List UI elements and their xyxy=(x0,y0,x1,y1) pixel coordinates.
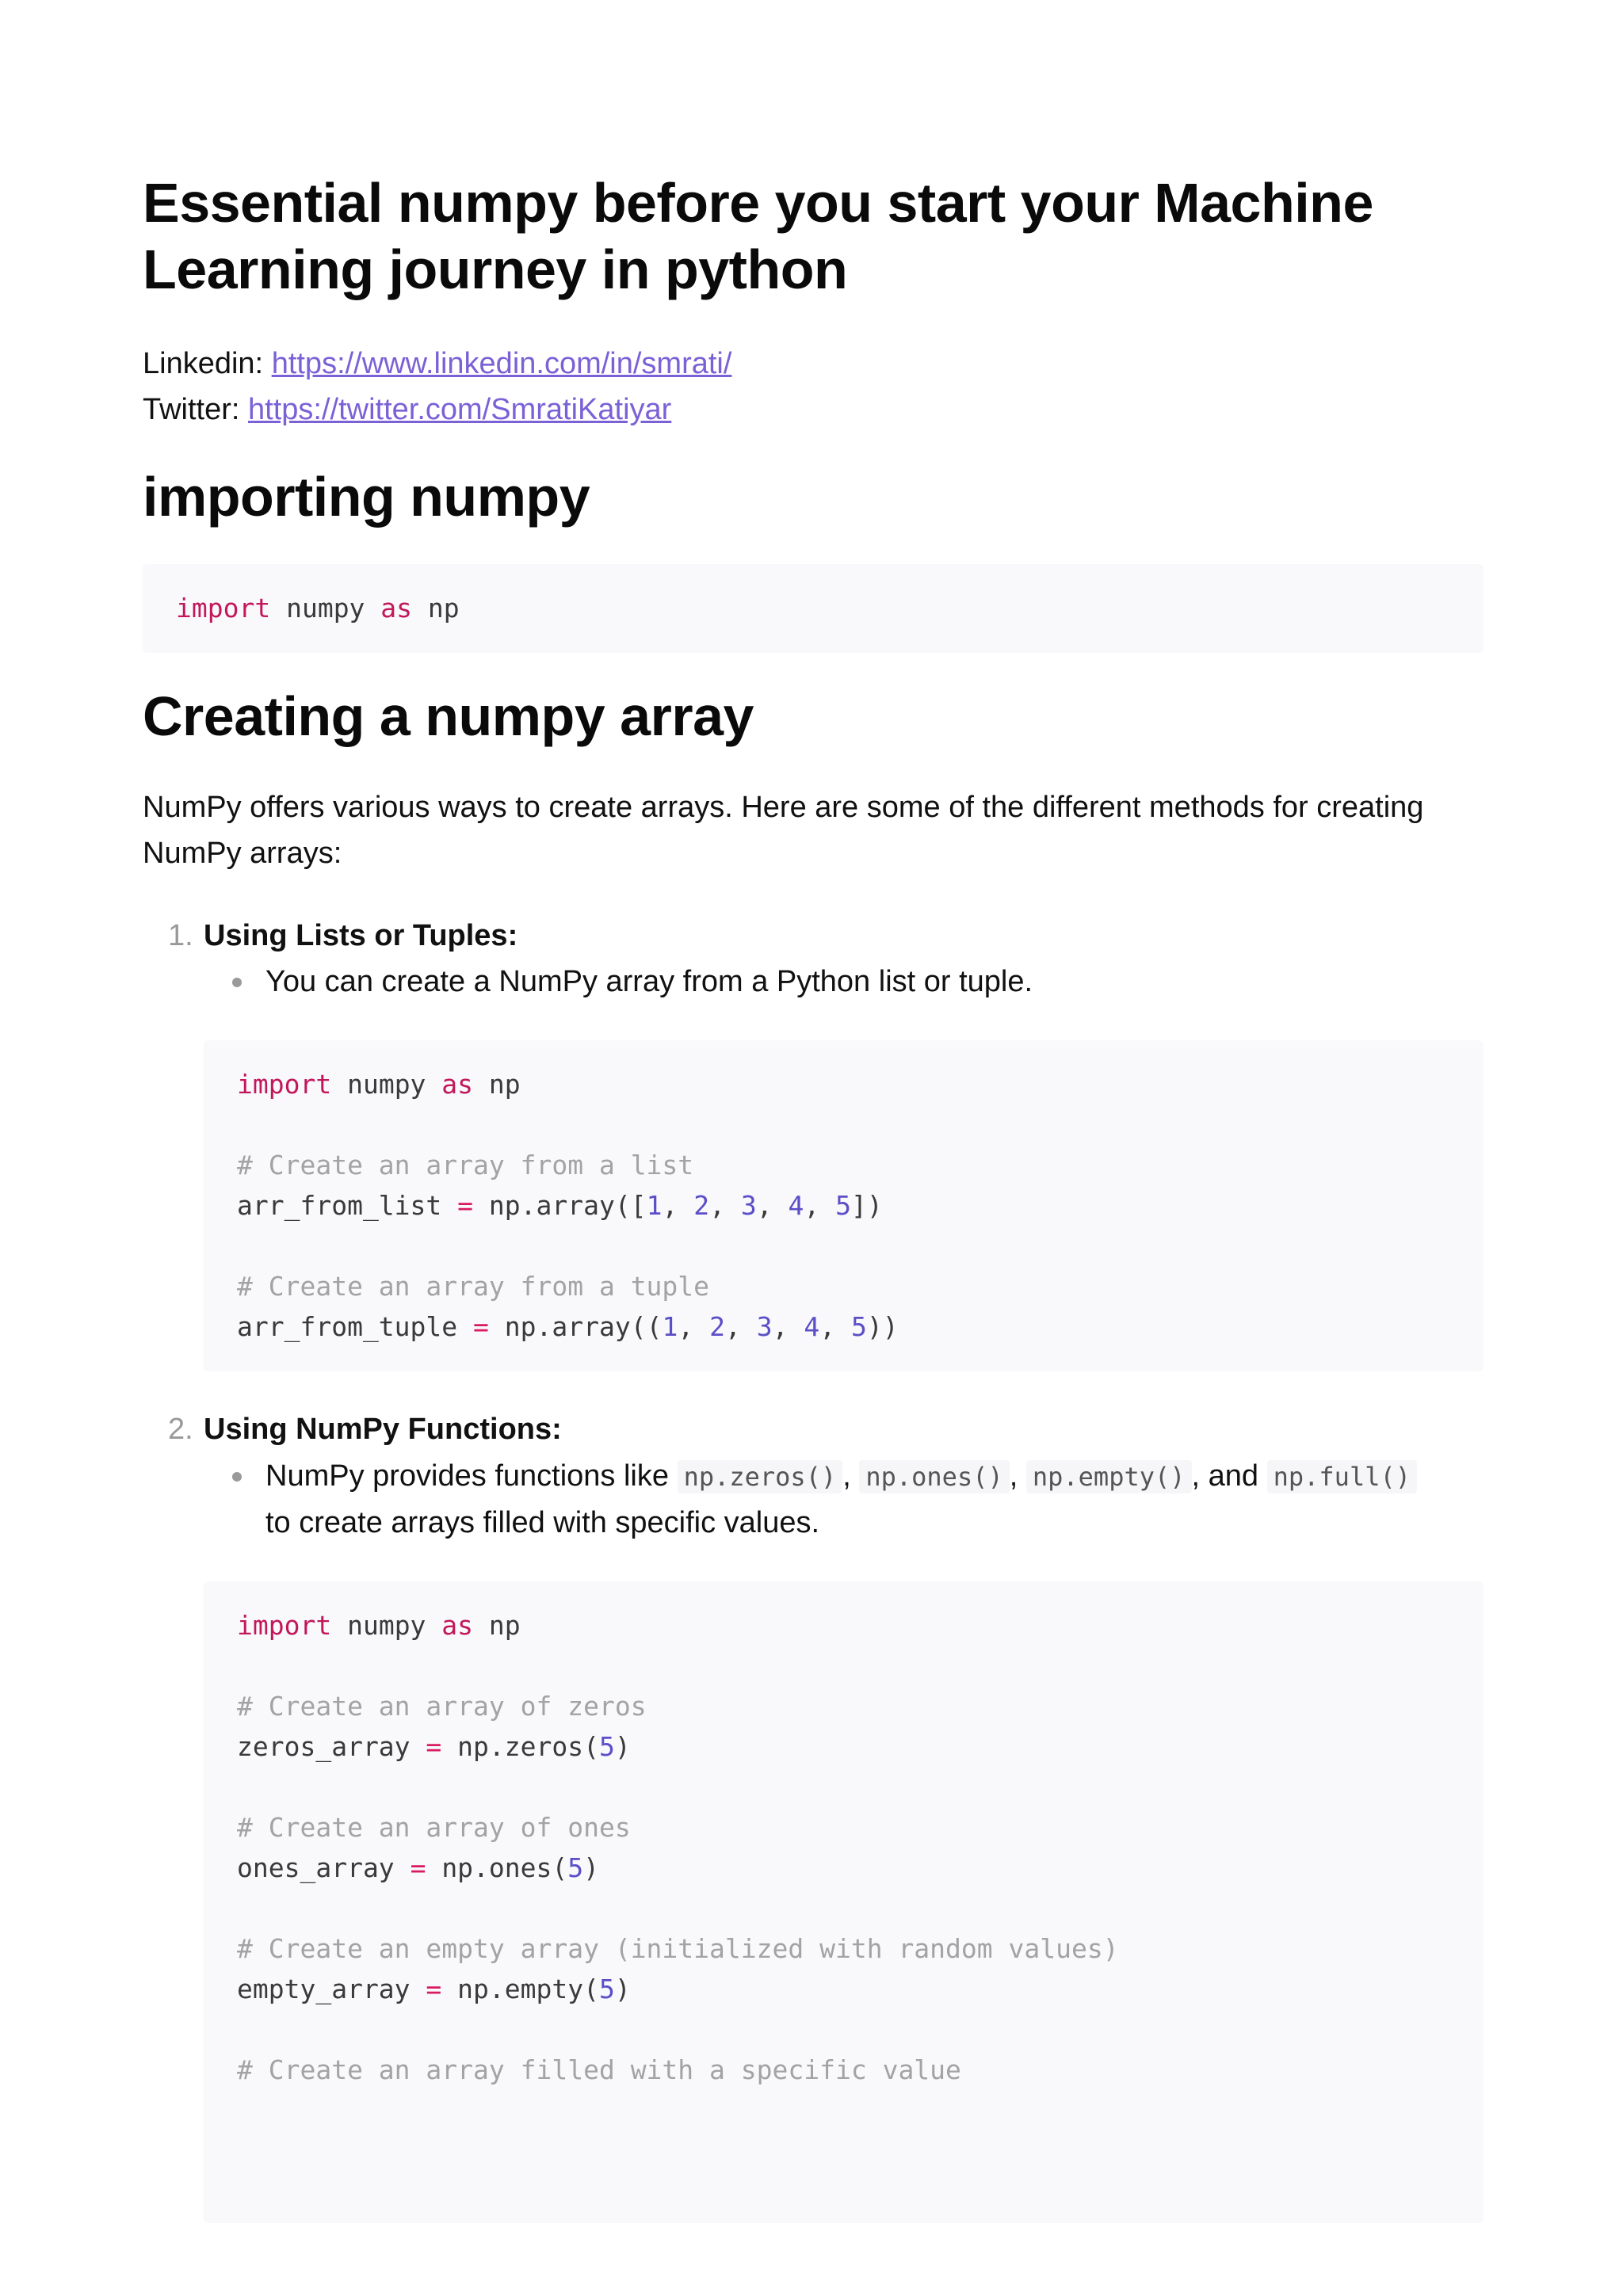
twitter-line xyxy=(143,387,731,433)
code-variable: zeros_array xyxy=(237,1731,411,1762)
comma: , xyxy=(1009,1459,1018,1493)
code-module: numpy xyxy=(331,1069,442,1100)
social-links xyxy=(143,341,731,433)
code-module: numpy xyxy=(270,593,381,624)
code-comment: # Create an array of zeros xyxy=(237,1691,647,1722)
code-module: numpy xyxy=(331,1610,442,1641)
list-number-1: 1. xyxy=(168,919,193,952)
code-variable: empty_array xyxy=(237,1974,411,2004)
code-block-numpy-functions: import numpy as np # Create an array of zeros zeros_array = np.zeros(5) # Create an array of ones ones_array = np.ones(5) # Create an empty array (initialized with random values) empty_array = np.empty(5) # Create an array filled with a specific value xyxy=(204,1581,1484,2223)
heading-importing-numpy: importing numpy xyxy=(143,466,590,528)
code-keyword: as xyxy=(441,1069,474,1100)
and-text: , and xyxy=(1191,1459,1259,1493)
code-function: np.ones xyxy=(441,1852,552,1883)
code-block-import xyxy=(143,564,1484,653)
inline-code-ones: np.ones() xyxy=(859,1460,1009,1493)
bullet-text-2 xyxy=(265,1453,1486,1546)
bullet-prefix: NumPy provides functions like xyxy=(265,1459,669,1493)
code-alias: np xyxy=(412,593,460,624)
code-variable: arr_from_list xyxy=(237,1190,442,1221)
code-function: np.empty xyxy=(457,1974,584,2004)
bullet-dot xyxy=(232,1472,242,1482)
inline-code-full: np.full() xyxy=(1267,1460,1417,1493)
code-comment: # Create an array from a tuple xyxy=(237,1271,710,1302)
twitter-link[interactable]: https://twitter.com/SmratiKatiyar xyxy=(248,393,672,426)
code-alias: np xyxy=(473,1069,521,1100)
code-keyword: as xyxy=(441,1610,474,1641)
code-comment: # Create an array from a list xyxy=(237,1150,694,1180)
linkedin-link[interactable]: https://www.linkedin.com/in/smrati/ xyxy=(271,347,732,380)
code-comment: # Create an empty array (initialized with random values) xyxy=(237,1933,1119,1964)
code-function: np.zeros xyxy=(457,1731,584,1762)
bullet-suffix: to create arrays filled with specific values. xyxy=(265,1506,820,1539)
inline-code-zeros: np.zeros() xyxy=(678,1460,843,1493)
inline-code-empty: np.empty() xyxy=(1026,1460,1192,1493)
code-variable: arr_from_tuple xyxy=(237,1311,458,1342)
linkedin-line xyxy=(143,341,731,387)
list-number-2: 2. xyxy=(168,1413,193,1446)
twitter-label: Twitter: xyxy=(143,393,240,426)
comma: , xyxy=(842,1459,851,1493)
document-title: Essential numpy before you start your Machine Learning journey in python xyxy=(143,172,1373,300)
bullet-dot xyxy=(232,978,242,987)
code-block-lists-tuples: import numpy as np # Create an array from a list arr_from_list = np.array([1, 2, 3, 4, 5]) # Create an array from a tuple arr_from_tuple = np.array((1, 2, 3, 4, 5)) xyxy=(204,1040,1484,1371)
bullet-text-1: You can create a NumPy array from a Python list or tuple. xyxy=(265,965,1033,998)
list-title-1: Using Lists or Tuples: xyxy=(204,919,518,952)
code-keyword: import xyxy=(237,1610,332,1641)
code-alias: np xyxy=(473,1610,521,1641)
heading-creating-array: Creating a numpy array xyxy=(143,685,754,747)
intro-paragraph: NumPy offers various ways to create arrays. Here are some of the different methods for creating NumPy arrays: xyxy=(143,791,1424,870)
code-comment: # Create an array of ones xyxy=(237,1812,631,1843)
code-keyword: as xyxy=(380,593,413,624)
list-title-2: Using NumPy Functions: xyxy=(204,1413,562,1446)
code-comment: # Create an array filled with a specific value xyxy=(237,2054,961,2085)
code-variable: ones_array xyxy=(237,1852,395,1883)
code-keyword: import xyxy=(176,593,271,624)
code-keyword: import xyxy=(237,1069,332,1100)
linkedin-label: Linkedin: xyxy=(143,347,264,380)
